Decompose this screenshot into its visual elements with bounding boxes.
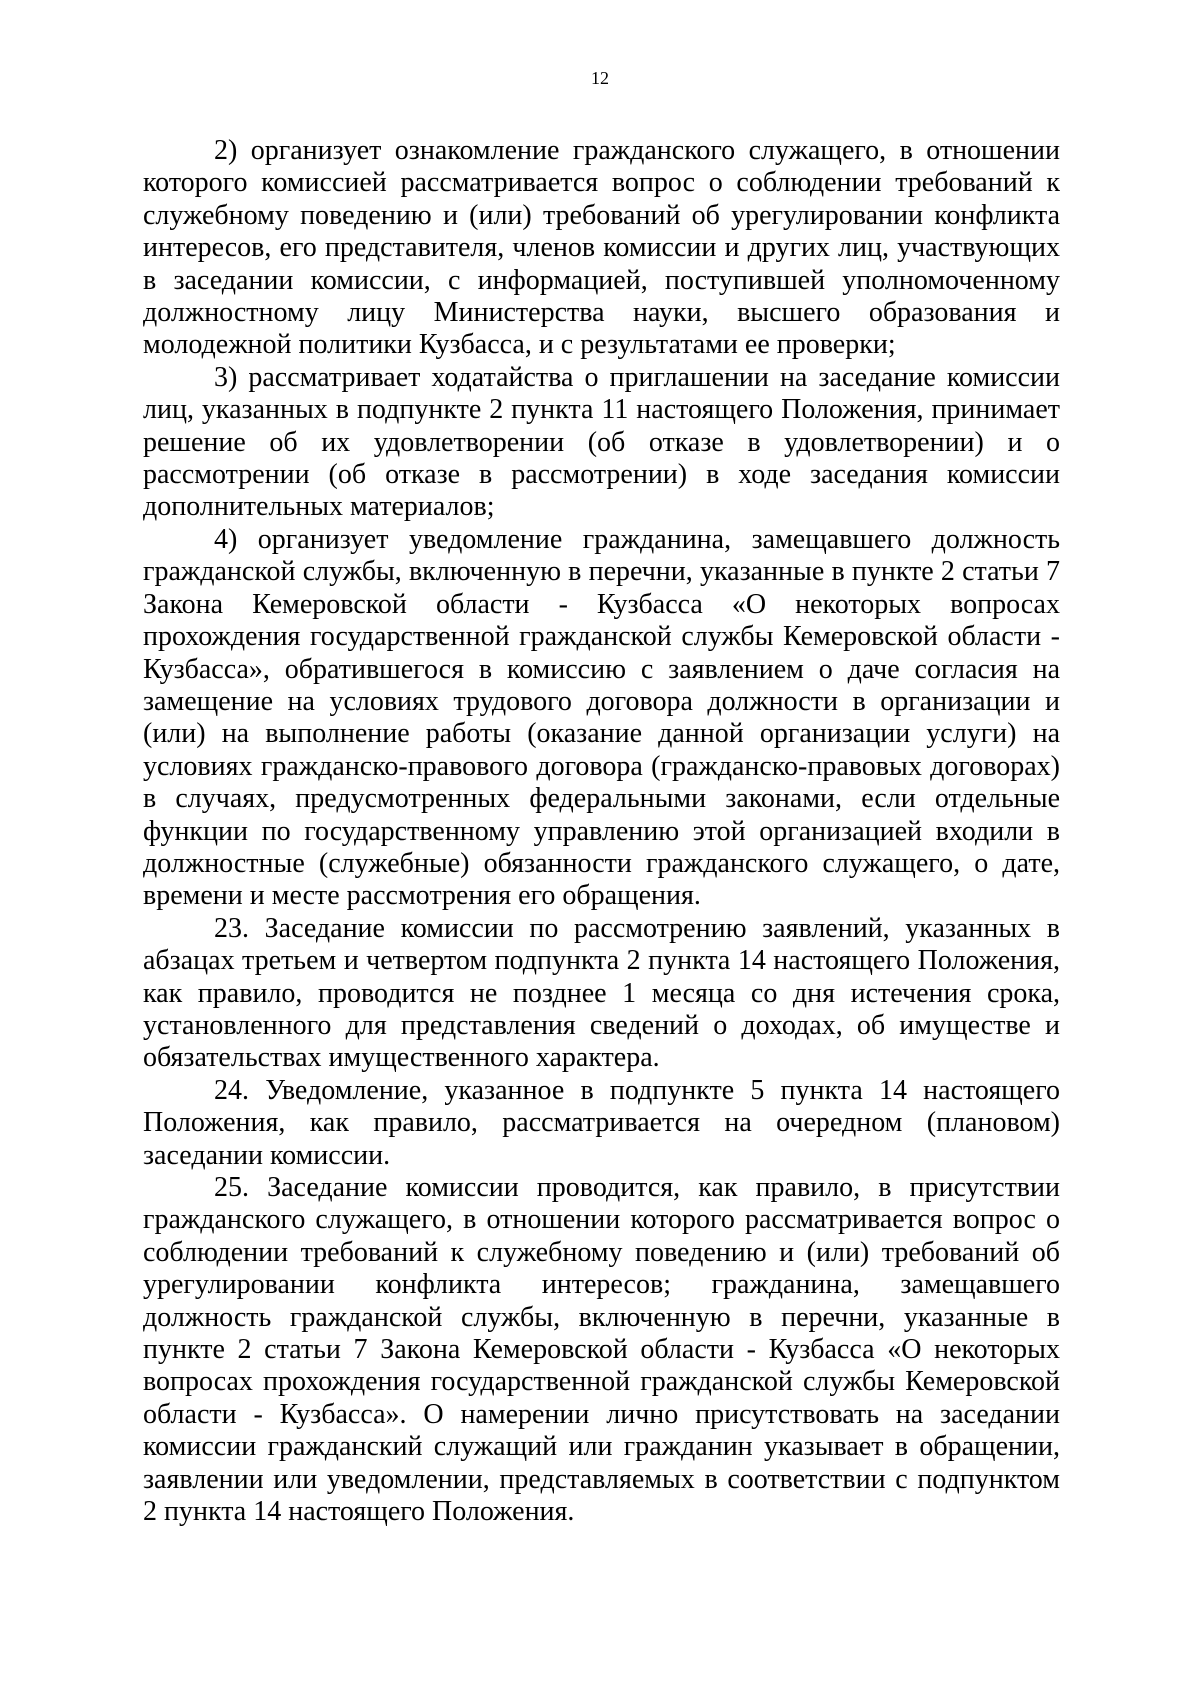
- document-body: [143, 135, 1060, 1528]
- paragraph-item-4: 4) организует уведомление гражданина, замещавшего должность гражданской службы, включенную в перечни, указанные в пункте 2 статьи 7 Закона Кемеровской области - Кузбасса «О некоторых вопросах прохождения государственной гражданской службы Кемеровской области - Кузбасса», обратившегося в комиссию с заявлением о даче согласия на замещение на условиях трудового договора должности в организации и (или) на выполнение работы (оказание данной организации услуги) на условиях гражданско-правового договора (гражданско-правовых договорах) в случаях, предусмотренных федеральными законами, если отдельные функции по государственному управлению этой организацией входили в должностные (служебные) обязанности гражданского служащего, о дате, времени и месте рассмотрения его обращения.: [143, 523, 1060, 912]
- paragraph-clause-24: 24. Уведомление, указанное в подпункте 5 пункта 14 настоящего Положения, как правило, рассматривается на очередном (плановом) заседании комиссии.: [143, 1074, 1060, 1171]
- page-number: 12: [591, 68, 609, 88]
- paragraph-item-3: 3) рассматривает ходатайства о приглашении на заседание комиссии лиц, указанных в подпункте 2 пункта 11 настоящего Положения, принимает решение об их удовлетворении (об отказе в удовлетворении) и о рассмотрении (об отказе в рассмотрении) в ходе заседания комиссии дополнительных материалов;: [143, 361, 1060, 523]
- paragraph-clause-25: 25. Заседание комиссии проводится, как правило, в присутствии гражданского служащего, в отношении которого рассматривается вопрос о соблюдении требований к служебному поведению и (или) требований об урегулировании конфликта интересов; гражданина, замещавшего должность гражданской службы, включенную в перечни, указанные в пункте 2 статьи 7 Закона Кемеровской области - Кузбасса «О некоторых вопросах прохождения государственной гражданской службы Кемеровской области - Кузбасса». О намерении лично присутствовать на заседании комиссии гражданский служащий или гражданин указывает в обращении, заявлении или уведомлении, представляемых в соответствии с подпунктом 2 пункта 14 настоящего Положения.: [143, 1172, 1060, 1528]
- paragraph-clause-23: 23. Заседание комиссии по рассмотрению заявлений, указанных в абзацах третьем и четвертом подпункта 2 пункта 14 настоящего Положения, как правило, проводится не позднее 1 месяца со дня истечения срока, установленного для представления сведений о доходах, об имуществе и обязательствах имущественного характера.: [143, 912, 1060, 1074]
- paragraph-item-2: 2) организует ознакомление гражданского служащего, в отношении которого комиссией рассматривается вопрос о соблюдении требований к служебному поведению и (или) требований об урегулировании конфликта интересов, его представителя, членов комиссии и других лиц, участвующих в заседании комиссии, с информацией, поступившей уполномоченному должностному лицу Министерства науки, высшего образования и молодежной политики Кузбасса, и с результатами ее проверки;: [143, 135, 1060, 361]
